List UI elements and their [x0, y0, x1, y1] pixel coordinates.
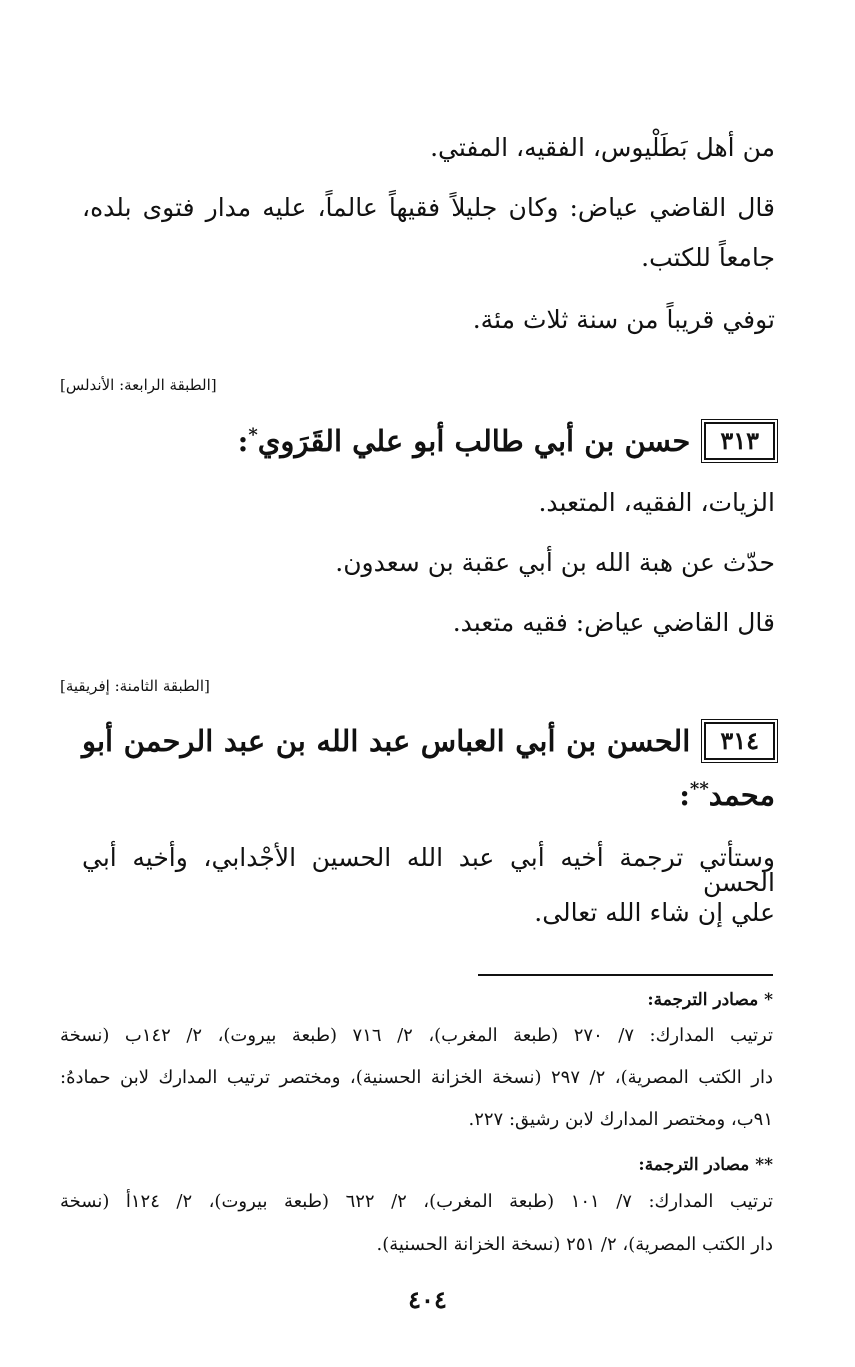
entry-313-heading: [238, 422, 775, 460]
entry-313-line-2: حدّث عن هبة الله بن أبي عقبة بن سعدون.: [335, 548, 775, 577]
footnote-separator: [478, 974, 773, 976]
footnote-2-heading: ** مصادر الترجمة:: [638, 1155, 773, 1175]
entry-314-title-cont: محمد**:: [679, 778, 775, 812]
entry-313-line-3: قال القاضي عياض: فقيه متعبد.: [452, 608, 775, 637]
footnote-2-line-2: دار الكتب المصرية)، ٢/ ٢٥١ (نسخة الخزانة الحسنية).: [376, 1234, 773, 1255]
entry-314-line-2: علي إن شاء الله تعالى.: [534, 898, 775, 927]
footnote-marker: *: [248, 424, 258, 446]
entry-313-line-1: الزيات، الفقيه، المتعبد.: [538, 488, 775, 517]
footnote-2-line-1: ترتيب المدارك: ٧/ ١٠١ (طبعة المغرب)، ٢/ ٦٢٢ (طبعة بيروت)، ٢/ ١٢٤أ (نسخة: [60, 1191, 773, 1212]
entry-314-heading: [82, 722, 775, 760]
entry-312-line-3: جامعاً للكتب.: [641, 243, 775, 272]
entry-314-line-1: وستأتي ترجمة أخيه أبي عبد الله الحسين الأجْدابي، وأخيه أبي الحسن: [82, 843, 775, 897]
entry-number: ٣١٣: [704, 422, 775, 460]
footnote-1-line-2: دار الكتب المصرية)، ٢/ ٢٩٧ (نسخة الخزانة الحسنية)، ومختصر ترتيب المدارك لابن حمادهُ:: [60, 1067, 773, 1088]
entry-312-line-2: قال القاضي عياض: وكان جليلاً فقيهاً عالماً، عليه مدار فتوى بلده،: [82, 193, 775, 222]
footnote-1-heading: * مصادر الترجمة:: [647, 990, 773, 1010]
page-number: ٤٠٤: [408, 1285, 447, 1314]
entry-312-line-1: من أهل بَطَلْيوس، الفقيه، المفتي.: [430, 133, 775, 162]
class-label-ifriqiya: [الطبقة الثامنة: إفريقية]: [60, 677, 210, 695]
entry-title: الحسن بن أبي العباس عبد الله بن عبد الرحمن أبو: [82, 724, 691, 759]
footnote-1-line-1: ترتيب المدارك: ٧/ ٢٧٠ (طبعة المغرب)، ٢/ ٧١٦ (طبعة بيروت)، ٢/ ١٤٢ب (نسخة: [60, 1025, 773, 1046]
entry-number: ٣١٤: [704, 722, 775, 760]
footnote-marker: **: [689, 778, 709, 800]
class-label-andalus: [الطبقة الرابعة: الأندلس]: [60, 376, 217, 394]
entry-312-line-4: توفي قريباً من سنة ثلاث مئة.: [472, 305, 775, 334]
entry-title: حسن بن أبي طالب أبو علي القَرَوي*:: [237, 424, 691, 459]
footnote-1-line-3: ٩١ب، ومختصر المدارك لابن رشيق: ٢٢٧.: [468, 1109, 773, 1130]
